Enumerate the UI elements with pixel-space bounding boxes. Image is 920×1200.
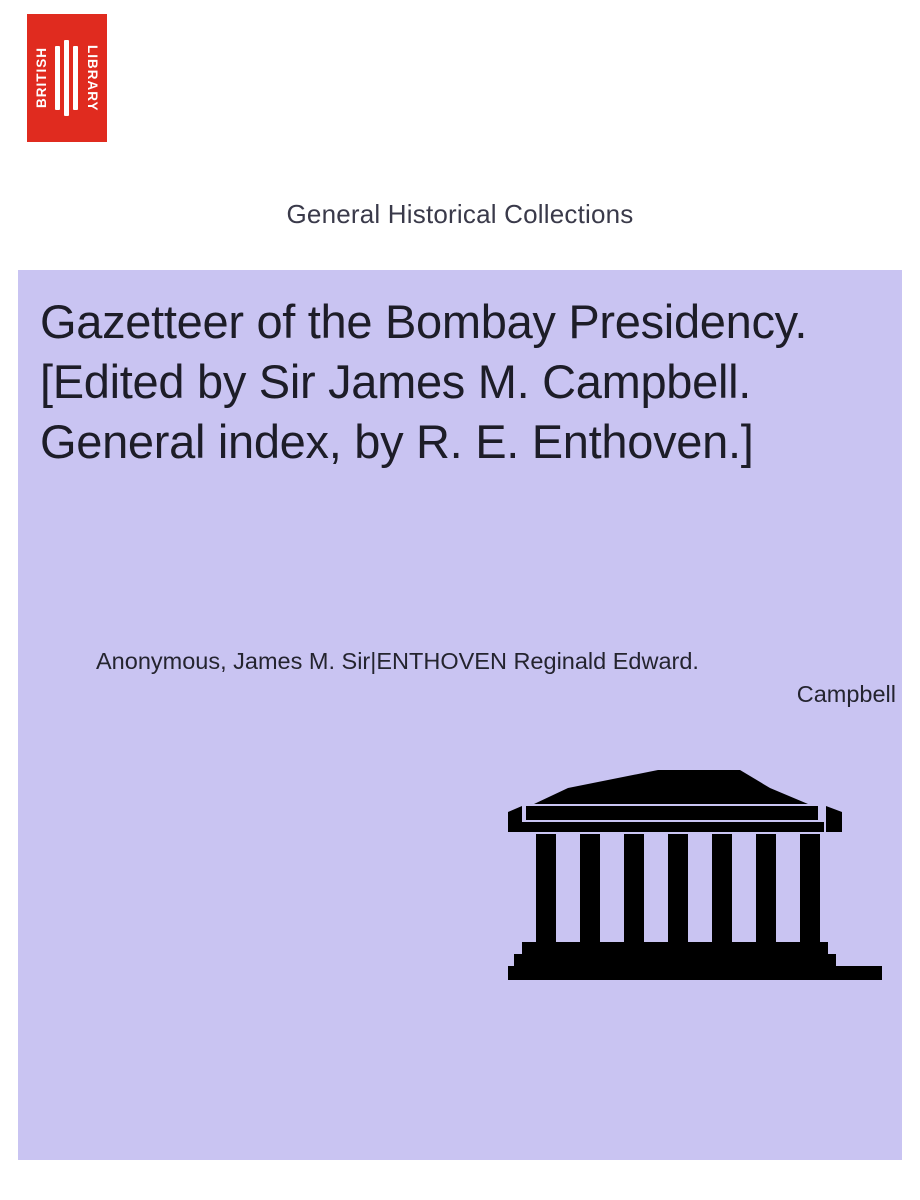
- author-block: [96, 645, 896, 712]
- series-band: [18, 158, 902, 270]
- page-title: Gazetteer of the Bombay Presidency. [Edited by Sir James M. Campbell. General index, by R. E. Enthoven.]: [40, 295, 808, 469]
- logo-left-text: BRITISH: [33, 47, 49, 109]
- logo-emblem-icon: [55, 40, 79, 116]
- title-block: [40, 292, 888, 472]
- author-line-1: Anonymous, James M. Sir|ENTHOVEN Reginald Edward.: [96, 648, 699, 674]
- logo-right-text: LIBRARY: [85, 44, 101, 112]
- top-white-band: [0, 0, 920, 158]
- british-library-logo: [27, 14, 107, 142]
- series-title: General Historical Collections: [286, 198, 634, 229]
- classical-temple-illustration: [508, 770, 882, 982]
- author-line-2: Campbell: [796, 681, 896, 708]
- bottom-white-band: [0, 1160, 920, 1200]
